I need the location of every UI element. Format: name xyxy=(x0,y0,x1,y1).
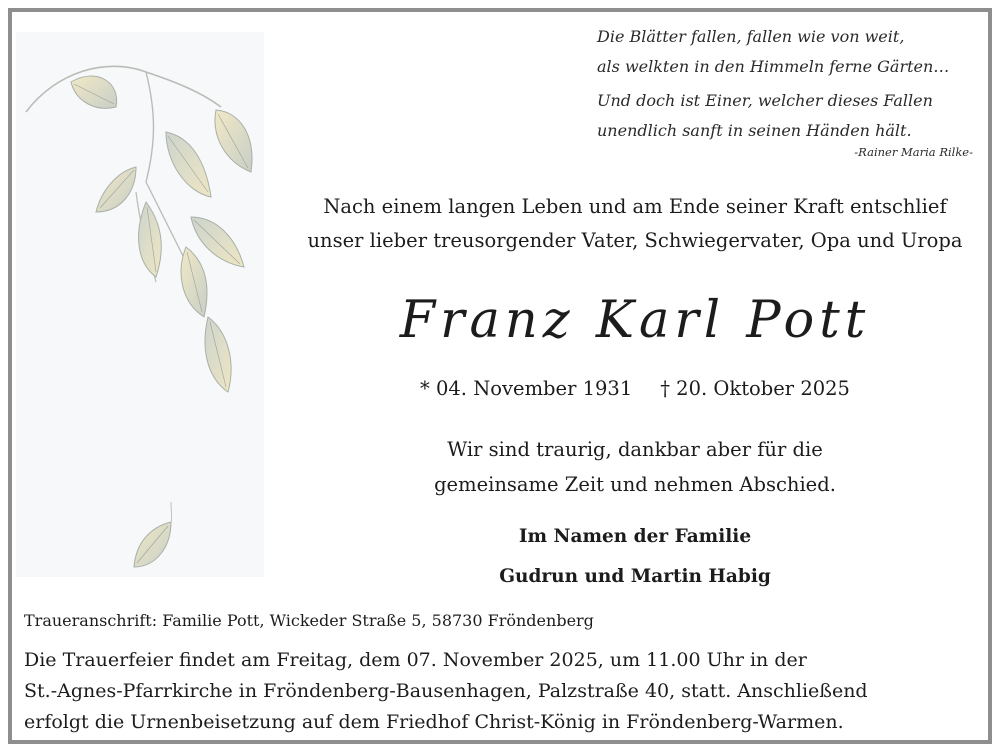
ceremony-info xyxy=(24,645,984,738)
death-date: † 20. Oktober 2025 xyxy=(660,377,850,400)
intro-text xyxy=(272,190,998,258)
intro-line: unser lieber treusorgender Vater, Schwiegervater, Opa und Uropa xyxy=(307,229,963,252)
life-dates xyxy=(272,374,998,404)
mourning-address: Traueranschrift: Familie Pott, Wickeder Straße 5, 58730 Fröndenberg xyxy=(24,611,594,630)
poem-line: als welkten in den Himmeln ferne Gärten… xyxy=(597,57,950,76)
family-line: Gudrun und Martin Habig xyxy=(499,566,771,587)
poem xyxy=(597,22,987,160)
poem-author: -Rainer Maria Rilke- xyxy=(854,145,973,159)
ceremony-line: St.-Agnes-Pfarrkirche in Fröndenberg-Bausenhagen, Palzstraße 40, statt. Anschließend xyxy=(24,680,868,702)
poem-line: Die Blätter fallen, fallen wie von weit, xyxy=(597,27,905,46)
poem-line: unendlich sanft in seinen Händen hält. xyxy=(597,121,912,140)
obituary-notice xyxy=(8,8,992,744)
farewell-line: Wir sind traurig, dankbar aber für die xyxy=(447,438,823,461)
falling-leaves-illustration xyxy=(16,32,264,577)
farewell-line: gemeinsame Zeit und nehmen Abschied. xyxy=(434,473,836,496)
poem-line: Und doch ist Einer, welcher dieses Fallen xyxy=(597,91,933,110)
ceremony-line: erfolgt die Urnenbeisetzung auf dem Friedhof Christ-König in Fröndenberg-Warmen. xyxy=(24,711,844,733)
birth-date: * 04. November 1931 xyxy=(420,377,633,400)
deceased-name: Franz Karl Pott xyxy=(399,291,871,350)
family-line: Im Namen der Familie xyxy=(518,526,752,547)
ceremony-line: Die Trauerfeier findet am Freitag, dem 07. November 2025, um 11.00 Uhr in der xyxy=(24,649,807,671)
family-signature xyxy=(272,517,998,597)
intro-line: Nach einem langen Leben und am Ende seiner Kraft entschlief xyxy=(323,195,947,218)
farewell-text xyxy=(272,432,998,502)
